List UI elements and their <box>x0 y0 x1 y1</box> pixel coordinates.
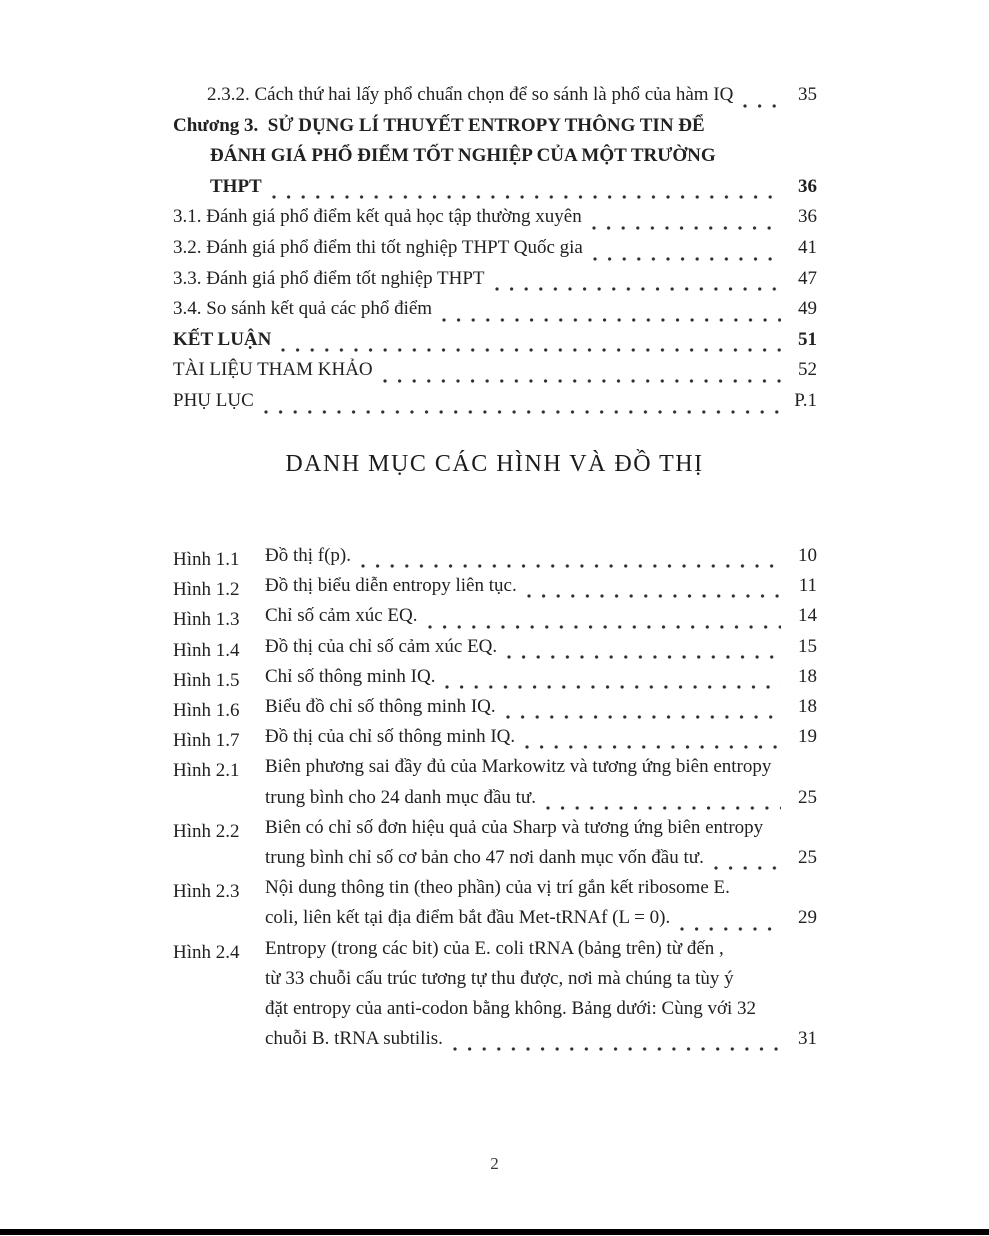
figure-label: Hình 1.4 <box>173 639 240 661</box>
figure-entry <box>173 696 817 726</box>
dot-leader <box>506 715 781 719</box>
figure-text: Biên phương sai đầy đủ của Markowitz và tương ứng biên entropy <box>265 756 772 778</box>
dot-leader <box>272 195 781 199</box>
toc-page-number: 47 <box>798 267 817 289</box>
figure-text: chuỗi B. tRNA subtilis. <box>265 1028 443 1050</box>
dot-leader <box>592 226 781 230</box>
figure-entry <box>173 666 817 696</box>
figures-list <box>173 545 817 1058</box>
toc-line <box>173 329 817 360</box>
toc-line <box>173 84 817 115</box>
figure-caption <box>265 756 817 816</box>
figure-page-number: 25 <box>798 786 817 808</box>
figure-caption <box>265 696 817 726</box>
figure-page-number: 19 <box>798 726 817 748</box>
toc-entry <box>173 115 817 207</box>
toc-page-number: 51 <box>798 328 817 350</box>
figure-text: coli, liên kết tại địa điểm bắt đầu Met-tRNAf (L = 0). <box>265 907 671 929</box>
toc-line <box>173 390 817 421</box>
figure-entry <box>173 756 817 816</box>
figure-line <box>265 938 817 968</box>
figure-line <box>265 726 817 756</box>
toc-page-number: 36 <box>798 175 817 197</box>
toc-entry <box>173 84 817 115</box>
figure-entry <box>173 877 817 937</box>
dot-leader <box>281 348 781 352</box>
dot-leader <box>495 287 781 291</box>
figure-label: Hình 1.3 <box>173 609 240 631</box>
toc-text: 3.3. Đánh giá phổ điểm tốt nghiệp THPT <box>173 267 485 289</box>
figure-caption <box>265 817 817 877</box>
toc-line <box>173 206 817 237</box>
figure-page-number: 15 <box>798 635 817 657</box>
figure-label: Hình 1.7 <box>173 730 240 752</box>
figure-text: Nội dung thông tin (theo phần) của vị trí gắn kết ribosome E. <box>265 877 730 899</box>
figure-line <box>265 907 817 937</box>
figure-caption <box>265 938 817 1059</box>
figure-page-number: 29 <box>798 907 817 929</box>
toc-text: KẾT LUẬN <box>173 328 272 350</box>
figure-page-number: 10 <box>798 545 817 566</box>
table-of-contents <box>173 84 817 421</box>
figure-text: Chỉ số thông minh IQ. <box>265 665 436 687</box>
toc-page-number: 41 <box>798 236 817 258</box>
toc-line <box>173 268 817 299</box>
figure-label: Hình 2.1 <box>173 760 240 782</box>
figure-text: đặt entropy của anti-codon bằng không. Bảng dưới: Cùng với 32 <box>265 997 757 1019</box>
figure-text: Đồ thị biểu diễn entropy liên tục. <box>265 575 517 597</box>
toc-entry <box>173 268 817 299</box>
toc-text: THPT <box>210 175 262 197</box>
toc-text: 3.4. So sánh kết quả các phổ điểm <box>173 298 433 320</box>
figure-caption <box>265 545 817 575</box>
toc-entry <box>173 359 817 390</box>
toc-page-number: 52 <box>798 359 817 381</box>
figure-text: Đồ thị của chỉ số cảm xúc EQ. <box>265 635 498 657</box>
figure-line <box>265 605 817 635</box>
figure-line <box>265 545 817 575</box>
figures-list-heading: DANH MỤC CÁC HÌNH VÀ ĐỒ THỊ <box>285 451 704 477</box>
figure-text: từ 33 chuỗi cấu trúc tương tự thu được, nơi mà chúng ta tùy ý <box>265 967 734 989</box>
toc-text: 2.3.2. Cách thứ hai lấy phổ chuẩn chọn để so sánh là phổ của hàm IQ <box>207 84 734 105</box>
figure-page-number: 25 <box>798 846 817 868</box>
figure-line <box>265 877 817 907</box>
figure-text: Đồ thị của chỉ số thông minh IQ. <box>265 726 516 748</box>
figure-line <box>265 666 817 696</box>
figure-line <box>265 968 817 998</box>
dot-leader <box>428 625 781 629</box>
figure-line <box>265 696 817 726</box>
figure-caption <box>265 605 817 635</box>
page-number: 2 <box>490 1154 499 1173</box>
dot-leader <box>714 866 781 870</box>
figure-label: Hình 2.2 <box>173 820 240 842</box>
dot-leader <box>264 410 781 414</box>
toc-line <box>173 237 817 268</box>
toc-page-number: P.1 <box>794 389 817 411</box>
dot-leader <box>546 806 781 810</box>
figure-line <box>265 636 817 666</box>
toc-line <box>173 359 817 390</box>
toc-text: 3.1. Đánh giá phổ điểm kết quả học tập thường xuyên <box>173 206 582 228</box>
figure-entry <box>173 605 817 635</box>
figure-line <box>265 1028 817 1058</box>
figure-caption <box>265 666 817 696</box>
dot-leader <box>593 257 781 261</box>
figure-text: trung bình chỉ số cơ bản cho 47 nơi danh mục vốn đầu tư. <box>265 846 704 868</box>
figure-label: Hình 1.6 <box>173 700 240 722</box>
figure-text: trung bình cho 24 danh mục đầu tư. <box>265 786 536 808</box>
dot-leader <box>743 104 781 108</box>
dot-leader <box>453 1047 781 1051</box>
figure-page-number: 18 <box>798 665 817 687</box>
toc-line <box>173 145 817 176</box>
dot-leader <box>525 745 781 749</box>
toc-page-number: 49 <box>798 298 817 320</box>
figure-text: Entropy (trong các bit) của E. coli tRNA (bảng trên) từ đến , <box>265 937 724 959</box>
figure-entry <box>173 726 817 756</box>
figure-entry <box>173 545 817 575</box>
figure-entry <box>173 817 817 877</box>
figure-text: Chỉ số cảm xúc EQ. <box>265 605 418 627</box>
toc-page-number: 36 <box>798 206 817 228</box>
dot-leader <box>527 594 781 598</box>
figure-entry <box>173 575 817 605</box>
scan-edge-bar <box>0 1229 989 1235</box>
figure-caption <box>265 726 817 756</box>
figure-page-number: 31 <box>798 1028 817 1050</box>
figure-page-number: 11 <box>798 575 817 597</box>
toc-text: PHỤ LỤC <box>173 389 254 411</box>
figure-text: Đồ thị f(p). <box>265 545 352 566</box>
figure-label: Hình 2.3 <box>173 881 240 903</box>
figure-caption <box>265 877 817 937</box>
figure-line <box>265 756 817 786</box>
toc-entry <box>173 237 817 268</box>
toc-text: ĐÁNH GIÁ PHỔ ĐIỂM TỐT NGHIỆP CỦA MỘT TRƯỜNG <box>210 145 716 167</box>
toc-entry <box>173 206 817 237</box>
figure-caption <box>265 575 817 605</box>
toc-line <box>173 298 817 329</box>
figure-text: Biên có chỉ số đơn hiệu quả của Sharp và tương ứng biên entropy <box>265 816 764 838</box>
dot-leader <box>442 318 781 322</box>
figure-line <box>265 817 817 847</box>
figure-page-number: 14 <box>798 605 817 627</box>
figure-line <box>265 847 817 877</box>
figure-line <box>265 787 817 817</box>
figure-label: Hình 1.5 <box>173 669 240 691</box>
figure-label: Hình 1.1 <box>173 549 240 570</box>
figure-text: Biểu đồ chỉ số thông minh IQ. <box>265 696 496 718</box>
toc-entry <box>173 298 817 329</box>
toc-line <box>173 115 817 146</box>
figure-page-number: 18 <box>798 696 817 718</box>
dot-leader <box>361 564 781 568</box>
dot-leader <box>507 655 781 659</box>
dot-leader <box>445 685 781 689</box>
toc-line <box>173 176 817 207</box>
figure-entry <box>173 636 817 666</box>
toc-text: TÀI LIỆU THAM KHẢO <box>173 359 373 381</box>
figure-label: Hình 2.4 <box>173 941 240 963</box>
toc-entry <box>173 390 817 421</box>
figure-line <box>265 575 817 605</box>
figure-line <box>265 998 817 1028</box>
figure-entry <box>173 938 817 1059</box>
toc-page-number: 35 <box>798 84 817 105</box>
dot-leader <box>383 379 781 383</box>
toc-text: Chương 3. SỬ DỤNG LÍ THUYẾT ENTROPY THÔNG TIN ĐỂ <box>173 114 705 136</box>
toc-entry <box>173 329 817 360</box>
figure-caption <box>265 636 817 666</box>
figure-label: Hình 1.2 <box>173 579 240 601</box>
dot-leader <box>680 927 781 931</box>
toc-text: 3.2. Đánh giá phổ điểm thi tốt nghiệp THPT Quốc gia <box>173 236 583 258</box>
